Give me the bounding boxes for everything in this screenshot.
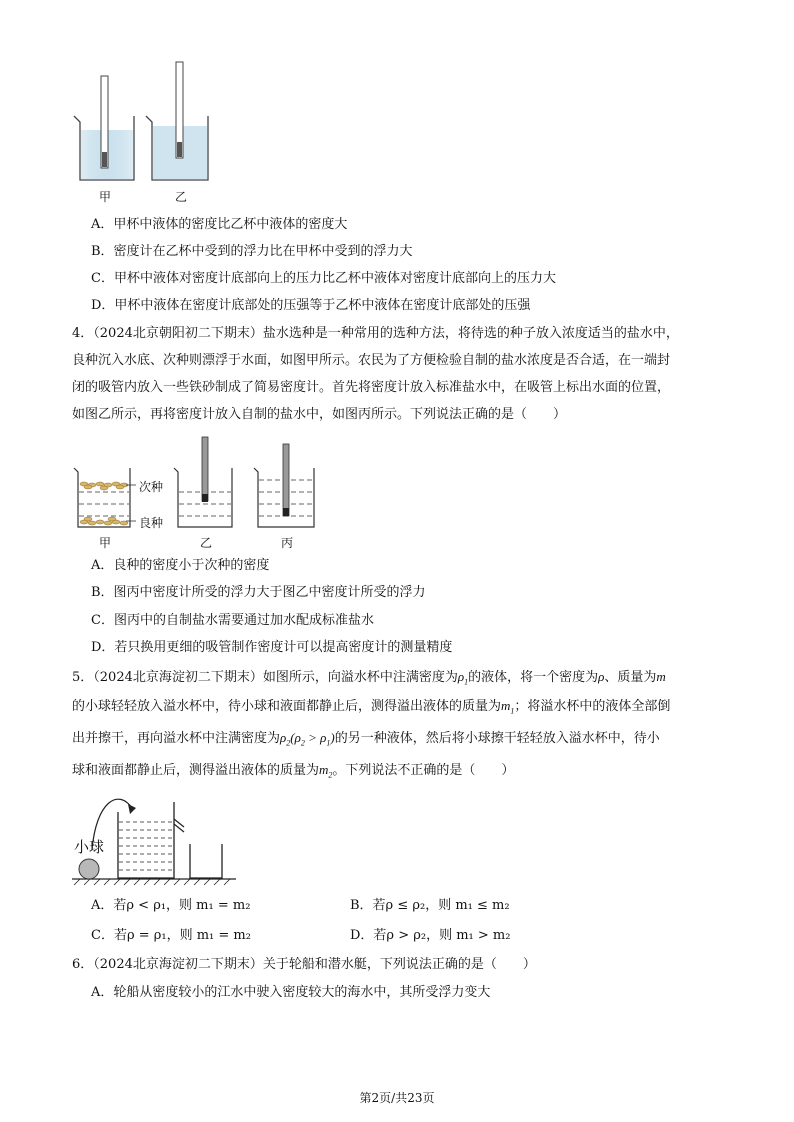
q4-option-c: C．图丙中的自制盐水需要通过加水配成标准盐水: [91, 613, 374, 628]
q5-ball-label: 小球: [74, 838, 105, 856]
q4-stem-line-2: 良种沉入水底、次种则漂浮于水面，如图甲所示。农民为了方便检验自制的盐水浓度是否合适，在一端封: [72, 353, 671, 368]
m1-symbol: $m_1$: [501, 698, 515, 716]
q3-option-c: C．甲杯中液体对密度计底部向上的压力比乙杯中液体对密度计底部向上的压力大: [91, 271, 556, 286]
q5-line4-part-b: 。下列说法不正确的是（ ）: [332, 763, 515, 778]
q3-option-d: D．甲杯中液体在密度计底部处的压强等于乙杯中液体在密度计底部处的压强: [91, 298, 531, 313]
rho2-condition: $\rho_2(\rho_2 > \rho_1)$: [280, 730, 335, 748]
rho-symbol: ρ: [598, 669, 605, 684]
q5-line4-part-a: 球和液面都静止后，测得溢出液体的质量为: [72, 763, 320, 778]
q5-stem-line-2: [72, 697, 670, 721]
q5-line3-part-a: 出并擦干，再向溢水杯中注满密度为: [72, 731, 281, 746]
q4-option-b: B．图丙中密度计所受的浮力大于图乙中密度计所受的浮力: [91, 585, 426, 600]
q5-stem-line-3: [72, 729, 660, 753]
q5-option-b: B．若ρ ≤ ρ₂，则 m₁ ≤ m₂: [350, 898, 510, 913]
q3-caption-left: 甲: [99, 190, 112, 204]
q5-option-d: D．若ρ > ρ₂，则 m₁ > m₂: [350, 928, 511, 943]
m-symbol: m: [656, 669, 666, 684]
q5-line1-part-a: 5．（2024北京海淀初二下期末）如图所示，向溢水杯中注满密度为: [72, 670, 458, 685]
q5-line1-part-b: 的液体，将一个密度为: [468, 670, 599, 685]
q4-stem-line-3: 闭的吸管内放入一些铁砂制成了简易密度计。首先将密度计放入标准盐水中，在吸管上标出水面的位置，: [72, 380, 671, 395]
q4-stem-line-4: 如图乙所示，再将密度计放入自制的盐水中，如图丙所示。下列说法正确的是（ ）: [72, 407, 567, 422]
q4-caption-a: 甲: [99, 536, 112, 550]
q3-option-b: B．密度计在乙杯中受到的浮力比在甲杯中受到的浮力大: [91, 244, 413, 259]
q5-option-c: C．若ρ = ρ₁，则 m₁ = m₂: [91, 928, 251, 943]
q5-line2-part-b: ；将溢水杯中的液体全部倒: [514, 699, 671, 714]
q4-stem-line-1: 4．（2024北京朝阳初二下期末）盐水选种是一种常用的选种方法，将待选的种子放入浓度适当的盐水中，: [72, 326, 679, 341]
q4-caption-c: 丙: [281, 536, 294, 550]
q3-caption-right: 乙: [175, 190, 188, 204]
m2-symbol: $m_2$: [319, 762, 333, 780]
q4-option-d: D．若只换用更细的吸管制作密度计可以提高密度计的测量精度: [91, 640, 453, 655]
q5-line1-part-c: 、质量为: [604, 670, 657, 685]
page-number: 第2页/共23页: [359, 1091, 435, 1105]
q5-stem-line-1: [72, 668, 666, 692]
q5-line2-part-a: 的小球轻轻放入溢水杯中，待小球和液面都静止后，测得溢出液体的质量为: [72, 699, 502, 714]
q4-caption-b: 乙: [200, 536, 213, 550]
q5-option-a: A．若ρ < ρ₁，则 m₁ = m₂: [91, 898, 251, 913]
q4-figure: [70, 432, 330, 532]
q3-option-a: A．甲杯中液体的密度比乙杯中液体的密度大: [91, 217, 348, 232]
q4-option-a: A．良种的密度小于次种的密度: [91, 558, 270, 573]
q3-figure: [70, 58, 230, 208]
q5-line3-part-b: 的另一种液体，然后将小球擦干轻轻放入溢水杯中，待小: [334, 731, 660, 746]
rho1-symbol: $\rho_1$: [457, 669, 469, 687]
q4-label-good-seed: 良种: [139, 516, 164, 530]
q6-option-a: A．轮船从密度较小的江水中驶入密度较大的海水中，其所受浮力变大: [91, 985, 491, 1000]
q4-label-secondary-seed: 次种: [139, 480, 164, 494]
q6-stem: 6．（2024北京海淀初二下期末）关于轮船和潜水艇，下列说法正确的是（ ）: [72, 957, 536, 972]
q5-figure: [70, 782, 240, 887]
